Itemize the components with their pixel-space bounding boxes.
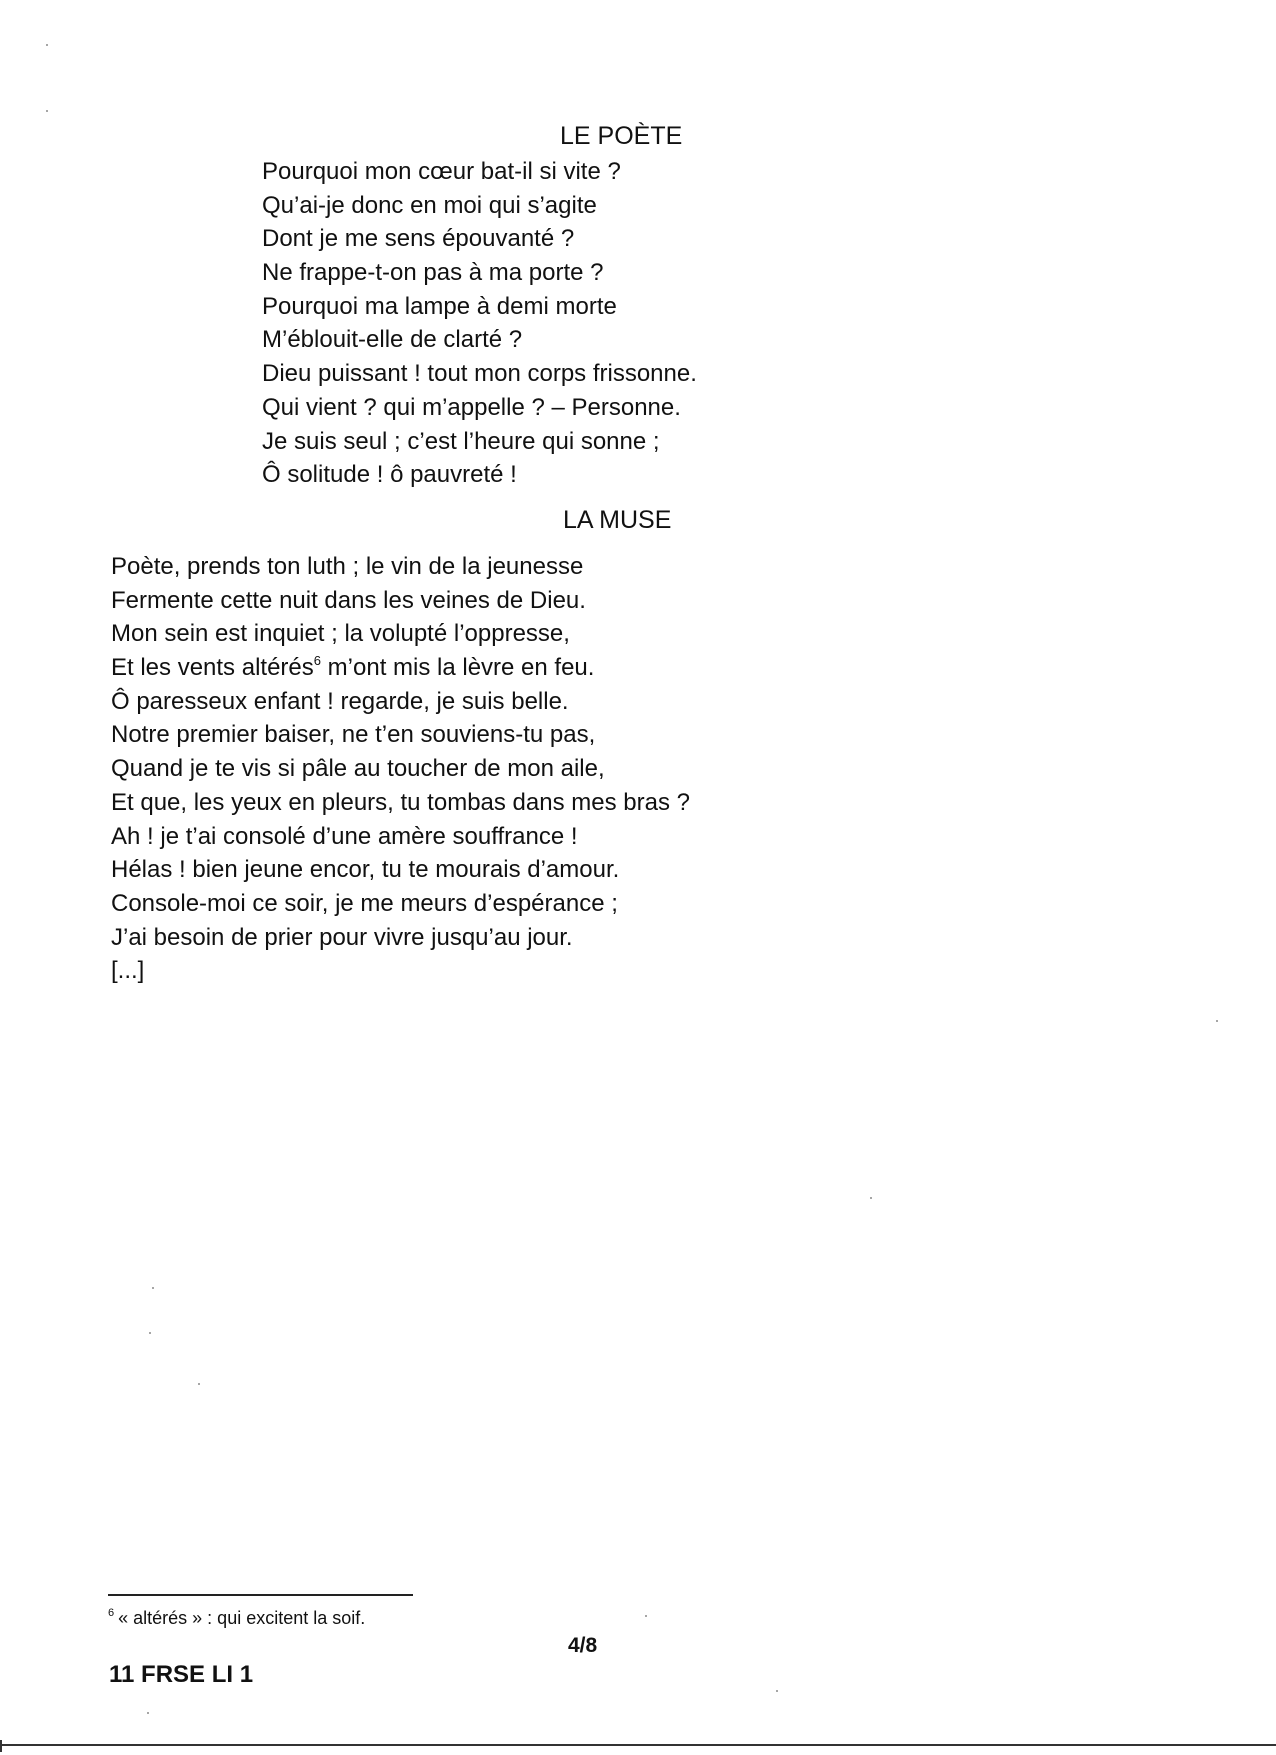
document-code: 11 FRSE LI 1 xyxy=(109,1661,254,1688)
footnote-marker: 6 xyxy=(108,1607,115,1619)
verse-line: Ne frappe-t-on pas à ma porte ? xyxy=(262,259,604,287)
scan-corner-mark xyxy=(0,1740,2,1752)
speaker-heading-poet: LE POÈTE xyxy=(560,122,683,150)
scan-speck xyxy=(198,1383,200,1385)
speaker-heading-muse: LA MUSE xyxy=(563,506,672,534)
verse-line: Je suis seul ; c’est l’heure qui sonne ; xyxy=(262,427,660,455)
verse-line: Ô solitude ! ô pauvreté ! xyxy=(262,461,517,489)
verse-line: Pourquoi mon cœur bat-il si vite ? xyxy=(262,158,621,185)
verse-line: Et que, les yeux en pleurs, tu tombas dans mes bras ? xyxy=(111,788,690,816)
verse-text: Et les vents altérés xyxy=(111,654,314,682)
verse-line: Hélas ! bien jeune encor, tu te mourais d’amour. xyxy=(111,856,620,884)
verse-line: Qui vient ? qui m’appelle ? – Personne. xyxy=(262,393,681,421)
scan-bottom-edge xyxy=(0,1744,1276,1746)
verse-line: Ô paresseux enfant ! regarde, je suis belle. xyxy=(111,687,569,715)
scan-speck xyxy=(152,1287,154,1289)
verse-line: Poète, prends ton luth ; le vin de la jeunesse xyxy=(111,553,584,580)
scan-speck xyxy=(46,44,48,46)
page-number: 4/8 xyxy=(568,1634,598,1657)
verse-line: Fermente cette nuit dans les veines de Dieu. xyxy=(111,586,586,614)
scan-speck xyxy=(1216,1020,1218,1022)
scan-speck xyxy=(46,110,48,112)
verse-line-with-footnote xyxy=(111,651,690,685)
scan-speck xyxy=(870,1197,872,1199)
verse-line: Dont je me sens épouvanté ? xyxy=(262,225,575,253)
verse-line: Pourquoi ma lampe à demi morte xyxy=(262,292,617,320)
verse-line: Notre premier baiser, ne t’en souviens-tu pas, xyxy=(111,721,596,749)
footnote xyxy=(108,1607,365,1629)
verse-line: Mon sein est inquiet ; la volupté l’oppresse, xyxy=(111,620,570,648)
footnote-reference[interactable]: 6 xyxy=(313,653,321,669)
footnote-text: « altérés » : qui excitent la soif. xyxy=(118,1608,366,1628)
scan-speck xyxy=(149,1332,151,1334)
verse-line: M’éblouit-elle de clarté ? xyxy=(262,326,523,354)
muse-stanza xyxy=(111,550,690,988)
scan-speck xyxy=(645,1615,647,1617)
verse-line: Console-moi ce soir, je me meurs d’espérance ; xyxy=(111,889,618,917)
verse-text: m’ont mis la lèvre en feu. xyxy=(321,654,595,682)
verse-line: Ah ! je t’ai consolé d’une amère souffrance ! xyxy=(111,822,578,850)
scan-speck xyxy=(776,1690,778,1692)
verse-line: Qu’ai-je donc en moi qui s’agite xyxy=(262,191,597,219)
ellipsis-marker: [...] xyxy=(111,957,145,985)
verse-line: Quand je te vis si pâle au toucher de mon aile, xyxy=(111,755,605,783)
verse-line: Dieu puissant ! tout mon corps frissonne. xyxy=(262,360,697,388)
poet-stanza xyxy=(262,155,697,492)
footnote-divider xyxy=(108,1594,413,1596)
verse-line: J’ai besoin de prier pour vivre jusqu’au jour. xyxy=(111,923,573,951)
scan-speck xyxy=(147,1712,149,1714)
